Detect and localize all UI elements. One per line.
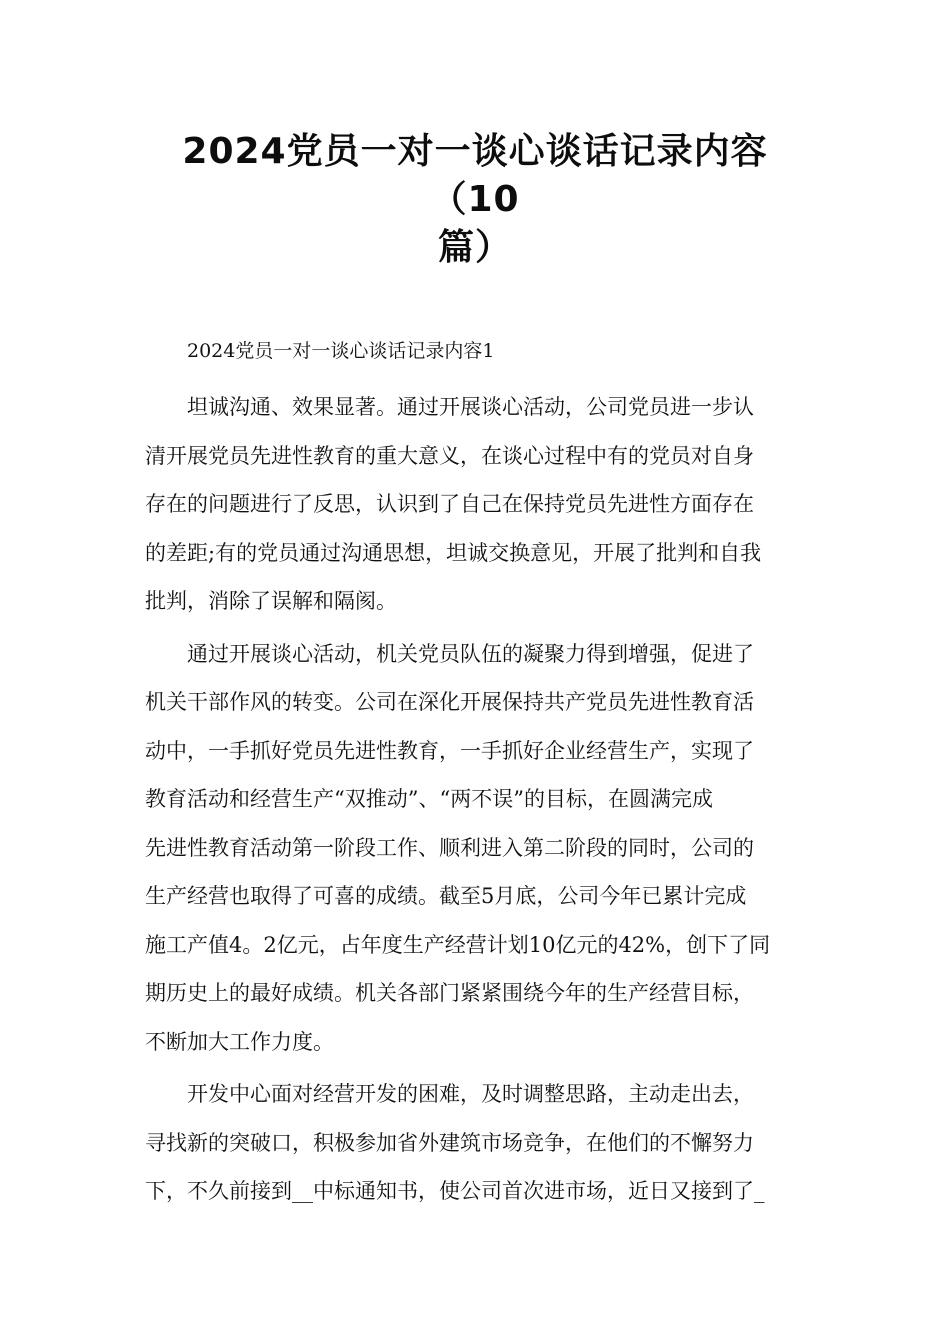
title-line-2: 篇）: [437, 227, 512, 268]
paragraph-line: 清开展党员先进性教育的重大意义，在谈心过程中有的党员对自身: [145, 443, 754, 468]
paragraph-line: 生产经营也取得了可喜的成绩。截至5月底，公司今年已累计完成: [145, 884, 747, 908]
paragraph-line: 动中，一手抓好党员先进性教育，一手抓好企业经营生产，实现了: [145, 738, 754, 763]
paragraph-1: [145, 383, 810, 626]
paragraph-line: 坦诚沟通、效果显著。通过开展谈心活动，公司党员进一步认: [187, 395, 754, 419]
paragraph-line: 下，不久前接到__中标通知书，使公司首次进市场，近日又接到了_: [145, 1179, 765, 1203]
section-heading: 2024党员一对一谈心谈话记录内容1: [187, 340, 495, 362]
paragraph-line: 施工产值4。2亿元，占年度生产经营计划10亿元的42%，创下了同: [145, 932, 771, 957]
document-body: [145, 336, 810, 1220]
paragraph-line: 通过开展谈心活动，机关党员队伍的凝聚力得到增强，促进了: [187, 641, 754, 666]
paragraph-line: 开发中心面对经营开发的困难，及时调整思路，主动走出去，: [187, 1082, 754, 1106]
paragraph-line: 的差距;有的党员通过沟通思想，坦诚交换意见，开展了批判和自我: [145, 540, 762, 565]
paragraph-2: [145, 630, 810, 1067]
paragraph-line: 存在的问题进行了反思，认识到了自己在保持党员先进性方面存在: [145, 492, 754, 516]
paragraph-line: 不断加大工作力度。: [145, 1029, 334, 1054]
paragraph-line: 寻找新的突破口，积极参加省外建筑市场竞争，在他们的不懈努力: [145, 1130, 754, 1155]
paragraph-line: 教育活动和经营生产“双推动”、“两不误”的目标，在圆满完成: [145, 787, 713, 811]
paragraph-line: 期历史上的最好成绩。机关各部门紧紧围绕今年的生产经营目标，: [145, 981, 754, 1005]
document-title: [140, 128, 810, 272]
paragraph-line: 先进性教育活动第一阶段工作、顺利进入第二阶段的同时，公司的: [145, 835, 754, 860]
paragraph-3: [145, 1070, 810, 1216]
title-line-1: 2024党员一对一谈心谈话记录内容（10: [182, 131, 768, 220]
paragraph-line: 机关干部作风的转变。公司在深化开展保持共产党员先进性教育活: [145, 690, 754, 714]
paragraph-line: 批判，消除了误解和隔阂。: [145, 589, 397, 613]
